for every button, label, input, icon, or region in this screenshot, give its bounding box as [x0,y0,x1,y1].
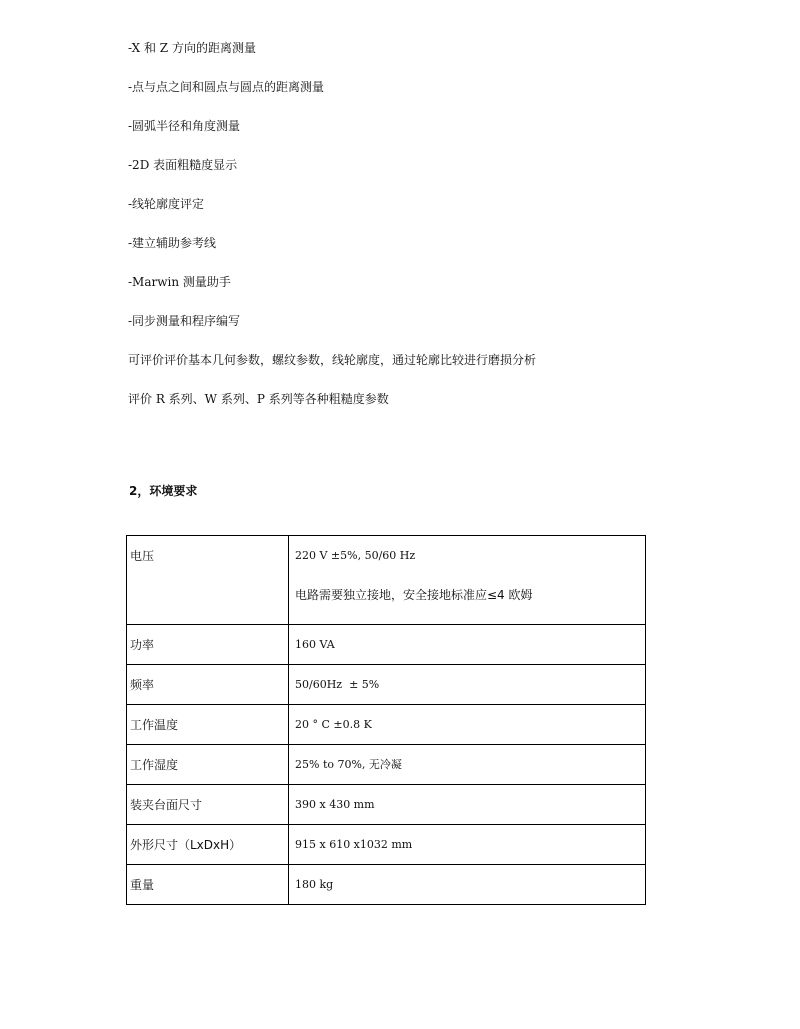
list-item: -同步测量和程序编写 [128,314,241,328]
spec-key: 频率 [127,665,289,705]
list-item: -Marwin 测量助手 [128,275,231,289]
list-item: -点与点之间和圆点与圆点的距离测量 [128,80,325,94]
spec-value: 50/60Hz ± 5% [289,665,646,705]
list-item: 可评价评价基本几何参数，螺纹参数，线轮廓度，通过轮廓比较进行磨损分析 [128,353,537,367]
spec-key: 重量 [127,865,289,905]
table-row [127,745,646,785]
environment-spec-table [126,535,646,905]
spec-value: 390 x 430 mm [289,785,646,825]
list-item: 评价 R 系列、W 系列、P 系列等各种粗糙度参数 [128,392,389,406]
spec-value: 25% to 70%, 无冷凝 [289,745,646,785]
spec-key: 电压 [127,536,289,625]
section-heading: 2，环境要求 [129,484,198,498]
list-item: -2D 表面粗糙度显示 [128,158,238,172]
list-item: -圆弧半径和角度测量 [128,119,241,133]
function-list [128,38,688,428]
table-row [127,625,646,665]
spec-value: 20 ° C ±0.8 K [289,705,646,745]
spec-key: 装夹台面尺寸 [127,785,289,825]
spec-key: 功率 [127,625,289,665]
list-item: -线轮廓度评定 [128,197,205,211]
spec-key: 工作湿度 [127,745,289,785]
table-row [127,865,646,905]
spec-key: 工作温度 [127,705,289,745]
table-row [127,785,646,825]
spec-value-cell [289,536,646,625]
spec-key: 外形尺寸（LxDxH） [127,825,289,865]
spec-note: 电路需要独立接地，安全接地标准应≤4 欧姆 [295,588,533,602]
spec-value: 160 VA [289,625,646,665]
table-row [127,825,646,865]
spec-value: 915 x 610 x1032 mm [289,825,646,865]
spec-value: 220 V ±5%, 50/60 Hz [295,549,416,562]
list-item: -建立辅助参考线 [128,236,217,250]
table-row [127,705,646,745]
table-row [127,536,646,625]
list-item: -X 和 Z 方向的距离测量 [128,41,256,55]
table-row [127,665,646,705]
spec-value: 180 kg [289,865,646,905]
